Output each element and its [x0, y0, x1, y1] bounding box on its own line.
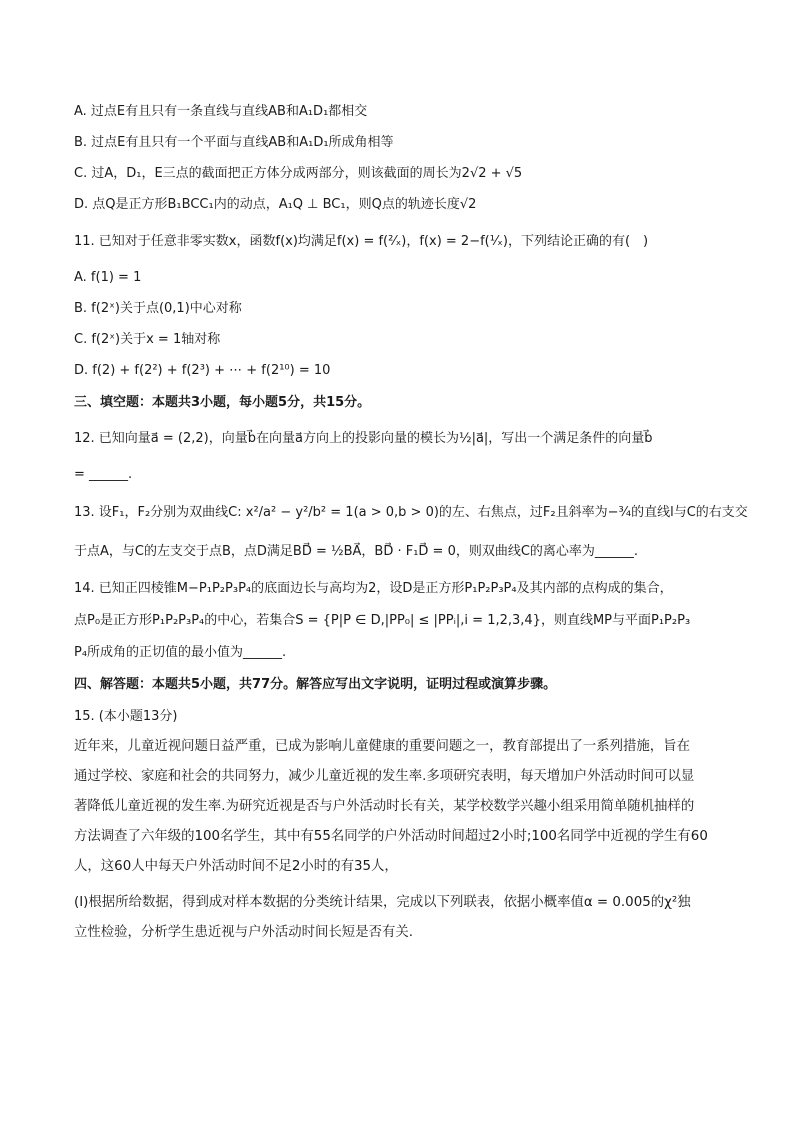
option-a-q11: A. f(1) = 1 — [74, 270, 142, 285]
question-12-line-1: 12. 已知向量a⃗ = (2,2)，向量b⃗在向量a⃗方向上的投影向量的模长为½|a⃗|，写出一个满足条件的向量b⃗ — [74, 431, 653, 446]
question-15-paragraph-line-2: 通过学校、家庭和社会的共同努力，减少儿童近视的发生率.多项研究表明，每天增加户外活动时间可以显 — [74, 769, 695, 784]
question-15-paragraph-line-3: 著降低儿童近视的发生率.为研究近视是否与户外活动时长有关，某学校数学兴趣小组采用简单随机抽样的 — [74, 799, 695, 814]
question-11-stem: 11. 已知对于任意非零实数x，函数f(x)均满足f(x) = f(²⁄ₓ)，f(x) = 2−f(¹⁄ₓ)，下列结论正确的有( ) — [74, 234, 649, 249]
question-13-line-2: 于点A，与C的左支交于点B，点D满足BD⃗ = ½BA⃗，BD⃗ · F₁D⃗ = 0，则双曲线C的离心率为______. — [74, 544, 639, 559]
option-c-q10: C. 过A，D₁，E三点的截面把正方体分成两部分，则该截面的周长为2√2 + √5 — [74, 166, 523, 181]
question-15-part-1-line-1: (Ⅰ)根据所给数据，得到成对样本数据的分类统计结果，完成以下列联表，依据小概率值α = 0.005的χ²独 — [74, 895, 691, 910]
question-13-line-1: 13. 设F₁，F₂分别为双曲线C: x²/a² − y²/b² = 1(a > 0,b > 0)的左、右焦点，过F₂且斜率为−¾的直线l与C的右支交 — [74, 505, 748, 520]
option-a-q10: A. 过点E有且只有一条直线与直线AB和A₁D₁都相交 — [74, 104, 368, 119]
option-c-q11: C. f(2ˣ)关于x = 1轴对称 — [74, 332, 221, 347]
question-15-part-1-line-2: 立性检验，分析学生患近视与户外活动时间长短是否有关. — [74, 925, 414, 940]
question-14-line-3: P₄所成角的正切值的最小值为______. — [74, 645, 287, 660]
section-heading-solutions: 四、解答题：本题共5小题，共77分。解答应写出文字说明，证明过程或演算步骤。 — [74, 677, 557, 692]
question-15-paragraph-line-1: 近年来，儿童近视问题日益严重，已成为影响儿童健康的重要问题之一，教育部提出了一系列措施，旨在 — [74, 739, 690, 754]
question-15-paragraph-line-4: 方法调查了六年级的100名学生，其中有55名同学的户外活动时间超过2小时;100名同学中近视的学生有60 — [74, 829, 708, 844]
section-heading-fill-in: 三、填空题：本题共3小题，每小题5分，共15分。 — [74, 395, 371, 410]
question-14-line-1: 14. 已知正四棱锥M−P₁P₂P₃P₄的底面边长与高均为2，设D是正方形P₁P₂P₃P₄及其内部的点构成的集合， — [74, 581, 673, 596]
option-d-q10: D. 点Q是正方形B₁BCC₁内的动点，A₁Q ⊥ BC₁，则Q点的轨迹长度√2 — [74, 197, 477, 212]
question-12-line-2: = ______. — [74, 467, 133, 482]
question-14-line-2: 点P₀是正方形P₁P₂P₃P₄的中心，若集合S = {P|P ∈ D,|PP₀| ≤ |PPᵢ|,i = 1,2,3,4}，则直线MP与平面P₁P₂P₃ — [74, 613, 691, 628]
option-b-q11: B. f(2ˣ)关于点(0,1)中心对称 — [74, 301, 242, 316]
question-15-title: 15. (本小题13分) — [74, 709, 178, 724]
option-d-q11: D. f(2) + f(2²) + f(2³) + ⋯ + f(2¹⁰) = 10 — [74, 363, 331, 378]
option-b-q10: B. 过点E有且只有一个平面与直线AB和A₁D₁所成角相等 — [74, 135, 394, 150]
question-15-paragraph-line-5: 人，这60人中每天户外活动时间不足2小时的有35人， — [74, 859, 398, 874]
